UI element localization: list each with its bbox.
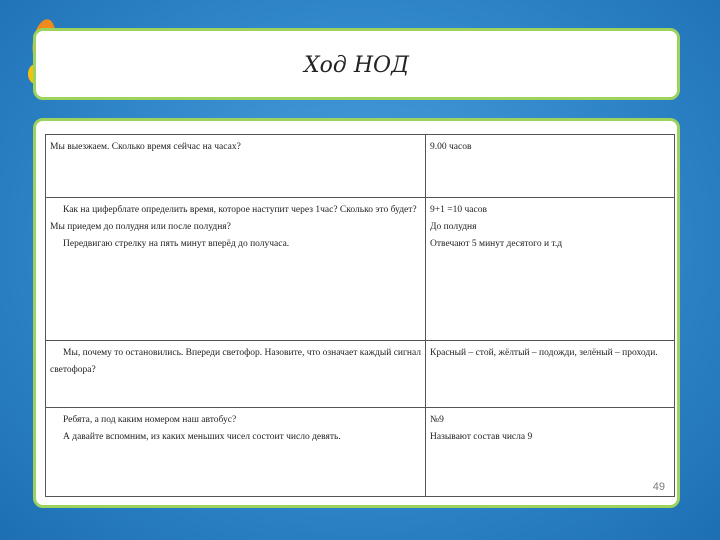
children-cell [426,341,675,408]
teacher-cell [46,408,426,497]
cell-text: Мы, почему то остановились. Впереди светофор. Назовите, что означает каждый сигнал светофора? [50,348,422,375]
table-row [46,341,675,408]
content-panel [33,118,680,508]
title-panel [33,28,680,100]
cell-text: Называют состав числа 9 [430,432,533,442]
cell-text: Отвечают 5 минут десятого и т.д [430,239,563,249]
lesson-table [45,134,675,497]
slide-number: 49 [652,481,665,493]
cell-text: Ребята, а под каким номером наш автобус? [63,415,237,425]
teacher-cell [46,198,426,341]
teacher-cell [46,341,426,408]
page-title: Ход НОД [304,53,409,78]
cell-text: 9.00 часов [430,142,472,152]
cell-text: Красный – стой, жёлтый – подожди, зелёный – проходи. [430,348,658,358]
table-row [46,135,675,198]
table-row [46,408,675,497]
cell-text: Как на циферблате определить время, которое наступит через 1час? Сколько это будет? Мы приедем до полудня или после полудня? [50,205,417,232]
cell-text: До полудня [430,222,477,232]
cell-text: Передвигаю стрелку на пять минут вперёд до получаса. [63,239,290,249]
children-cell [426,408,675,497]
children-cell [426,135,675,198]
cell-text: Мы выезжаем. Сколько время сейчас на часах? [50,142,241,152]
cell-text: А давайте вспомним, из каких меньших чисел состоит число девять. [63,432,341,442]
teacher-cell [46,135,426,198]
children-cell [426,198,675,341]
cell-text: 9+1 =10 часов [430,205,487,215]
table-row [46,198,675,341]
cell-text: №9 [430,415,444,425]
